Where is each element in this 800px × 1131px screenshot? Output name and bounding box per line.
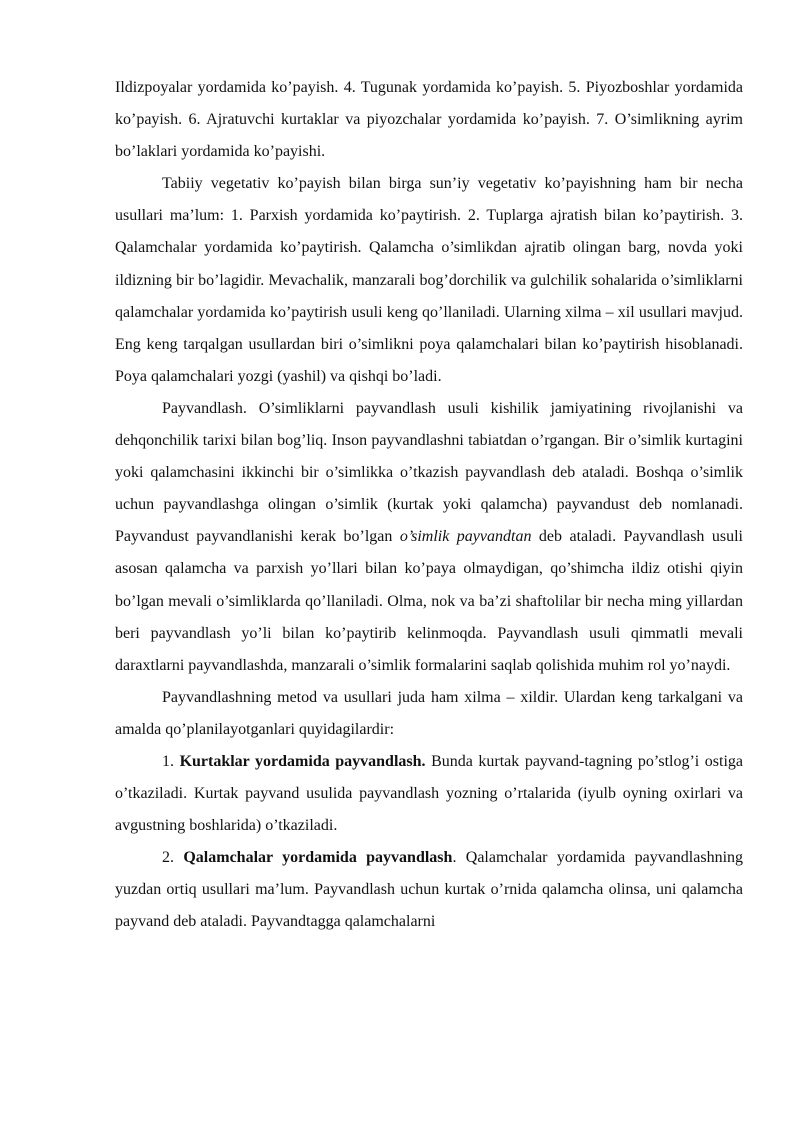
paragraph-grafting-methods-intro: Payvandlashning metod va usullari juda ham xilma – xildir. Ulardan keng tarkalgani va amalda qo’planilayotganlari quyidagilardir:	[115, 688, 743, 738]
list-number: 2.	[162, 849, 184, 867]
paragraph-propagation-methods: Ildizpoyalar yordamida ko’payish. 4. Tugunak yordamida ko’payish. 5. Piyozboshlar yordamida ko’payish. 6. Ajratuvchi kurtaklar va piyozchalar yordamida ko’payish. 7. O’simlikning ayrim bo’laklari yordamida ko’payishi.	[115, 79, 743, 161]
grafting-text-part-2: deb ataladi. Payvandlash usuli asosan qalamcha va parxish yo’llari bilan ko’paya olmaydigan, qo’shimcha ildiz otishi qiyin bo’lgan mevali o’simliklarda qo’llaniladi. Olma, nok va ba’zi shaftolilar bir necha ming yillardan beri payvandlash yo’li bilan ko’paytirib kelinmoqda. Payvandlash usuli qimmatli mevali daraxtlarni payvandlashda, manzarali o’simlik formalarini saqlab qolishida muhim rol yo’naydi.	[115, 528, 743, 674]
list-item-text: . Qalamchalar yordamida payvandlashning yuzdan ortiq usullari ma’lum. Payvandlash uchun kurtak o’rnida qalamcha olinsa, uni qalamcha payvand deb ataladi. Payvandtagga qalamchalarni	[115, 849, 744, 931]
grafting-italic-term: o’simlik payvandtan	[399, 528, 532, 546]
list-item-cutting-grafting	[115, 842, 743, 938]
document-page	[115, 72, 743, 939]
list-item-heading: Kurtaklar yordamida payvandlash.	[179, 752, 426, 770]
paragraph-artificial-propagation: Tabiiy vegetativ ko’payish bilan birga sun’iy vegetativ ko’payishning ham bir necha usullari ma’lum: 1. Parxish yordamida ko’paytirish. 2. Tuplarga ajratish bilan ko’paytirish. 3. Qalamchalar yordamida ko’paytirish. Qalamcha o’simlikdan ajratib olingan barg, novda yoki ildizning bir bo’lagidir. Mevachalik, manzarali bog’dorchilik va gulchilik sohalarida o’simliklarni qalamchalar yordamida ko’paytirish usuli keng qo’llaniladi. Ularning xilma – xil usullari mavjud. Eng keng tarqalgan usullardan biri o’simlikni poya qalamchalari bilan ko’paytirish hisoblanadi. Poya qalamchalari yozgi (yashil) va qishqi bo’ladi.	[115, 175, 743, 385]
list-item-heading: Qalamchalar yordamida payvandlash	[183, 849, 453, 867]
paragraph-grafting	[115, 393, 743, 682]
list-item-text: Bunda kurtak payvand-tagning po’stlog’i ostiga o’tkaziladi. Kurtak payvand usulida payvandlash yozning o’rtalarida (iyulb oyning oxirlari va avgustning boshlarida) o’tkaziladi.	[115, 752, 744, 835]
list-item-bud-grafting	[115, 746, 743, 842]
grafting-text-part-1: Payvandlash. O’simliklarni payvandlash usuli kishilik jamiyatining rivojlanishi va dehqonchilik tarixi bilan bog’liq. Inson payvandlashni tabiatdan o’rgangan. Bir o’simlik kurtagini yoki qalamchasini ikkinchi bir o’simlikka o’tkazish payvandlash deb ataladi. Boshqa o’simlik uchun payvandlashga olingan o’simlik (kurtak yoki qalamcha) payvandust deb nomlanadi. Payvandust payvandlanishi kerak bo’lgan	[115, 399, 743, 546]
list-number: 1.	[162, 752, 180, 770]
